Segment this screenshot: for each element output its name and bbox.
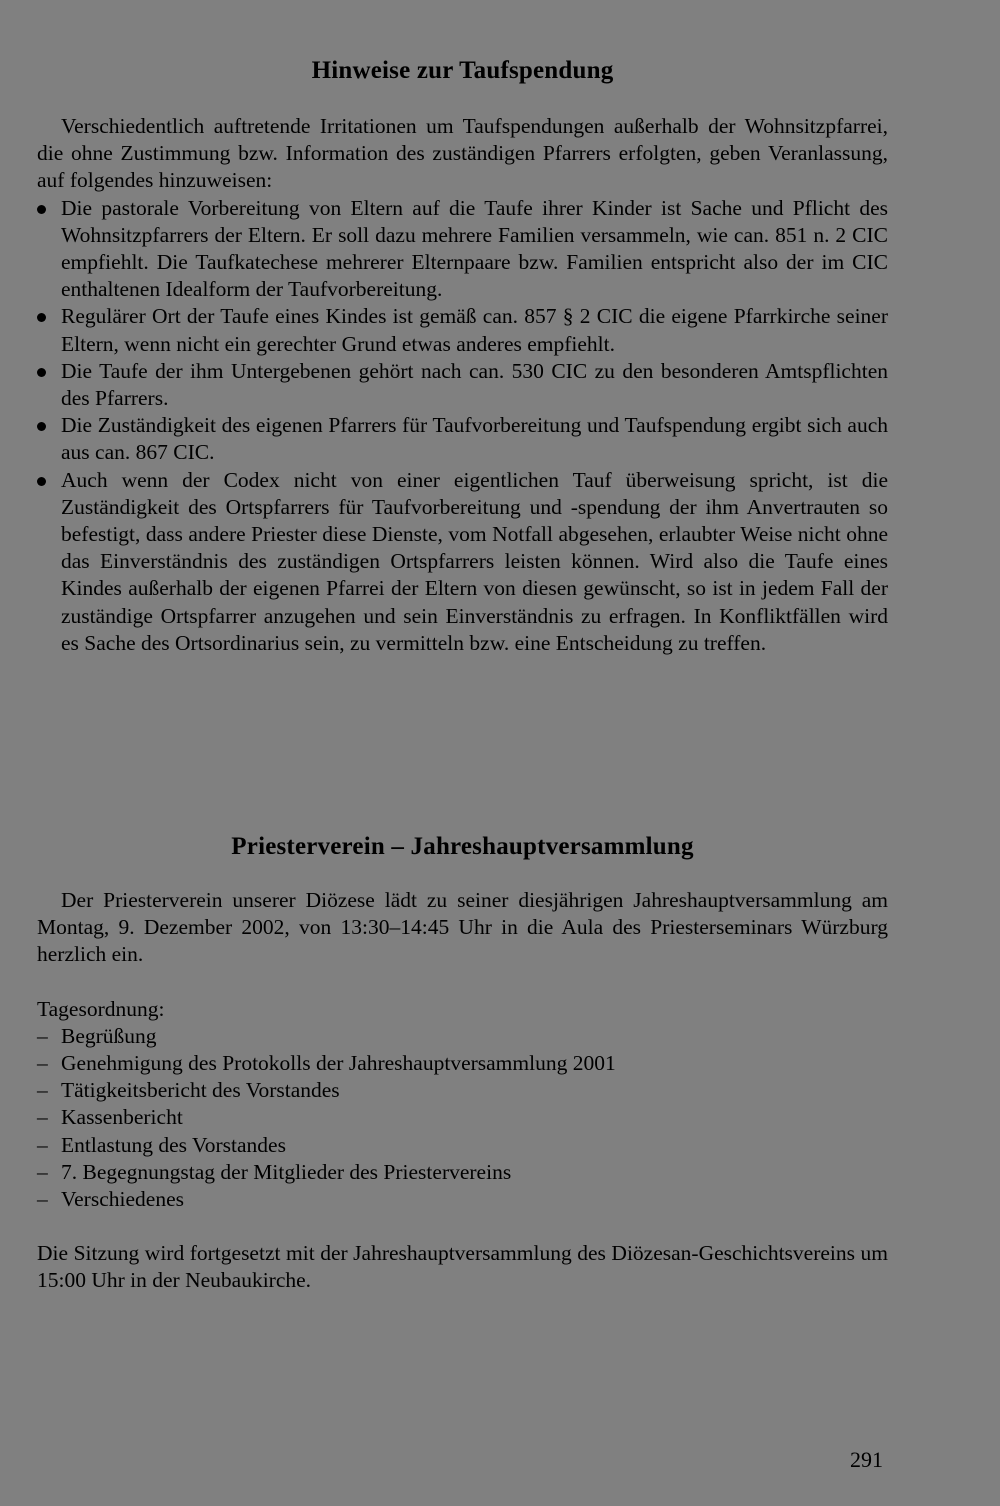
bullet-item <box>37 303 888 357</box>
dash-icon: – <box>37 1078 48 1103</box>
dash-icon: – <box>37 1051 48 1076</box>
section-title-taufspendung: Hinweise zur Taufspendung <box>311 57 614 84</box>
agenda-list <box>37 1023 888 1213</box>
agenda-item: – Kassenbericht <box>37 1104 888 1131</box>
agenda-item: – Entlastung des Vorstandes <box>37 1132 888 1159</box>
dash-icon: – <box>37 1132 48 1157</box>
bullet-dot-icon <box>37 313 46 322</box>
bullet-item <box>37 358 888 412</box>
section-body-taufspendung <box>37 113 888 657</box>
bullet-dot-icon <box>37 205 46 214</box>
intro-paragraph: Verschiedentlich auftretende Irritationen um Taufspendungen außerhalb der Wohnsitzpfarrei, die ohne Zustimmung bzw. Information des zuständigen Pfarrers erfolgten, geben Veranlassung, auf folgendes hinzuweisen: <box>37 114 888 193</box>
section-title-priesterverein: Priesterverein – Jahreshauptversammlung <box>231 833 694 860</box>
bullet-list <box>37 195 888 657</box>
agenda-item: – 7. Begegnungstag der Mitglieder des Priestervereins <box>37 1159 888 1186</box>
bullet-item <box>37 195 888 304</box>
closing-paragraph: Die Sitzung wird fortgesetzt mit der Jahreshauptversammlung des Diözesan-Geschichtsvereins um 15:00 Uhr in der Neubaukirche. <box>37 1241 888 1293</box>
bullet-item <box>37 467 888 657</box>
bullet-text: Auch wenn der Codex nicht von einer eigentlichen Tauf überweisung spricht, ist die Zuständigkeit des Ortspfarrers für Taufvorbereitung und -spendung der ihm Anvertrauten so befestigt, dass andere Priester diese Dienste, vom Notfall abgesehen, erlaubter Weise nicht ohne das Einverständnis des zuständigen Ortspfarrers leisten können. Wird also die Taufe eines Kindes außerhalb der eigenen Pfarrei der Eltern von diesen gewünscht, so ist in jedem Fall der zuständige Ortspfarrer anzugehen und sein Einverständnis zu erfragen. In Konfliktfällen wird es Sache des Ortsordinarius sein, zu vermitteln bzw. eine Entscheidung zu treffen. <box>61 467 888 655</box>
bullet-text: Regulärer Ort der Taufe eines Kindes ist gemäß can. 857 § 2 CIC die eigene Pfarrkirche seiner Eltern, wenn nicht ein gerechter Grund etwas anderes empfiehlt. <box>61 304 888 356</box>
bullet-text: Die Taufe der ihm Untergebenen gehört nach can. 530 CIC zu den besonderen Amtspflichten des Pfarrers. <box>61 358 888 411</box>
dash-icon: – <box>37 1105 48 1130</box>
invitation-paragraph: Der Priesterverein unserer Diözese lädt zu seiner diesjährigen Jahreshauptversammlung am Montag, 9. Dezember 2002, von 13:30–14:45 Uhr in die Aula des Priesterseminars Würzburg herzlich ein. <box>37 888 888 967</box>
agenda-item: – Begrüßung <box>37 1023 888 1050</box>
dash-icon: – <box>37 1187 48 1212</box>
agenda-item: – Genehmigung des Protokolls der Jahreshauptversammlung 2001 <box>37 1050 888 1077</box>
bullet-text: Die pastorale Vorbereitung von Eltern auf die Taufe ihrer Kinder ist Sache und Pflicht des Wohnsitzpfarrers der Eltern. Er soll dazu mehrere Familien versammeln, wie can. 851 n. 2 CIC empfiehlt. Die Taufkatechese mehrerer Elternpaare bzw. Familien entspricht also der im CIC enthaltenen Idealform der Taufvorbereitung. <box>61 195 888 302</box>
bullet-text: Die Zuständigkeit des eigenen Pfarrers für Taufvorbereitung und Taufspendung ergibt sich auch aus can. 867 CIC. <box>61 413 888 465</box>
agenda-item: – Tätigkeitsbericht des Vorstandes <box>37 1077 888 1104</box>
section-body-priesterverein <box>37 887 888 1295</box>
dash-icon: – <box>37 1159 48 1184</box>
agenda-item: – Verschiedenes <box>37 1186 888 1213</box>
bullet-dot-icon <box>37 477 46 486</box>
bullet-item <box>37 412 888 466</box>
dash-icon: – <box>37 1023 48 1048</box>
bullet-dot-icon <box>37 368 46 377</box>
agenda-label: Tagesordnung: <box>37 996 165 1021</box>
page-number: 291 <box>850 1447 883 1472</box>
bullet-dot-icon <box>37 422 46 431</box>
